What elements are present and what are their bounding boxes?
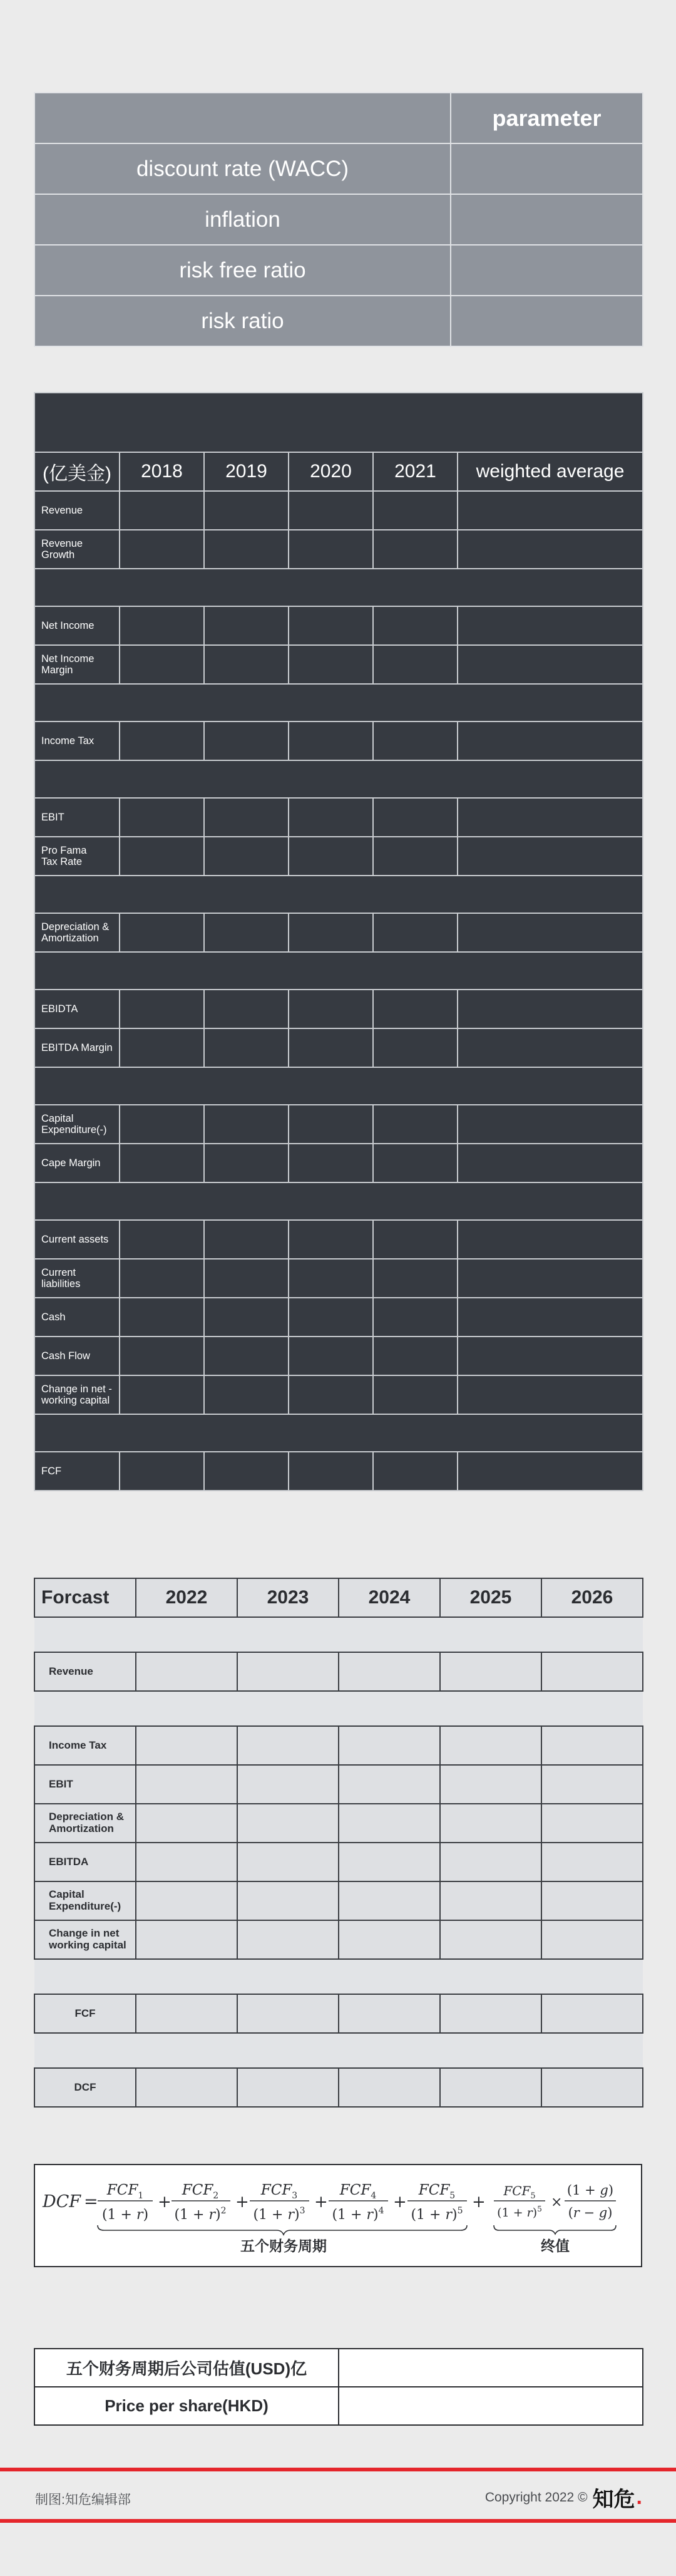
value-cell[interactable]: [289, 798, 373, 837]
value-cell[interactable]: [136, 1804, 237, 1843]
row-label: Revenue: [34, 491, 120, 530]
year-header: 2021: [373, 452, 458, 491]
value-cell[interactable]: [440, 2068, 541, 2107]
parameter-row: [34, 194, 643, 245]
value-cell[interactable]: [289, 722, 373, 760]
year-header: 2026: [541, 1578, 643, 1617]
value-cell[interactable]: [373, 1375, 458, 1414]
historical-row: [34, 1028, 643, 1067]
row-label: Cape Margin: [34, 1144, 120, 1182]
value-cell[interactable]: [373, 798, 458, 837]
forecast-row: [34, 1843, 643, 1881]
section-band: [34, 760, 643, 798]
forecast-row: [34, 2068, 643, 2107]
section-band: [34, 684, 643, 722]
section-band-cell: [34, 952, 643, 990]
valuation-table: [34, 2348, 643, 2426]
row-label: EBIT: [34, 798, 120, 837]
value-cell[interactable]: [204, 837, 289, 876]
historical-row: [34, 645, 643, 684]
value-cell[interactable]: [289, 1220, 373, 1259]
section-band-cell: [34, 760, 643, 798]
historical-row: [34, 1452, 643, 1491]
formula-lhs: DCF: [43, 2192, 81, 2211]
value-cell[interactable]: [120, 1298, 204, 1337]
historical-row: [34, 530, 643, 569]
value-cell[interactable]: [120, 722, 204, 760]
year-header: 2019: [204, 452, 289, 491]
row-label: Income Tax: [34, 722, 120, 760]
value-cell[interactable]: [136, 1994, 237, 2033]
formula-terminal-label: 终值: [541, 2238, 570, 2254]
valuation-label: Price per share(HKD): [34, 2387, 339, 2425]
value-cell[interactable]: [120, 1375, 204, 1414]
row-label: Net Income Margin: [34, 645, 120, 684]
forecast-row: [34, 1726, 643, 1765]
value-cell[interactable]: [289, 1298, 373, 1337]
historical-row: [34, 1337, 643, 1375]
value-cell[interactable]: [204, 722, 289, 760]
value-cell[interactable]: [136, 1881, 237, 1920]
value-cell[interactable]: [458, 990, 643, 1028]
value-cell[interactable]: [373, 491, 458, 530]
valuation-row: [34, 2349, 643, 2387]
row-label: Change in net working capital: [34, 1920, 136, 1959]
value-cell[interactable]: [373, 1105, 458, 1144]
value-cell[interactable]: [120, 798, 204, 837]
value-cell[interactable]: [373, 606, 458, 645]
value-cell[interactable]: [204, 1028, 289, 1067]
section-band-cell: [34, 1067, 643, 1105]
section-band-cell: [34, 1959, 643, 1994]
value-cell[interactable]: [541, 1765, 643, 1804]
valuation-label: 五个财务周期后公司估值(USD)亿: [34, 2349, 339, 2387]
footer-divider-bottom: [0, 2519, 676, 2523]
formula-numerator: $FCF_5$: [418, 2182, 456, 2201]
section-band: [34, 952, 643, 990]
value-cell[interactable]: [373, 1298, 458, 1337]
value-cell[interactable]: [237, 1804, 339, 1843]
valuation-value-cell[interactable]: [339, 2387, 643, 2425]
value-cell[interactable]: [237, 1765, 339, 1804]
parameter-header-row: [34, 93, 643, 143]
value-cell[interactable]: [458, 1220, 643, 1259]
year-header: 2025: [440, 1578, 541, 1617]
formula-plus: +: [235, 2193, 249, 2211]
parameter-value-cell[interactable]: [451, 194, 643, 245]
forecast-title: Forcast: [34, 1578, 136, 1617]
historical-table: [34, 392, 643, 1491]
formula-terminal-denominator: $(1 + r)^5$: [497, 2205, 542, 2220]
formula-denominator: (1 + r): [101, 2207, 149, 2223]
weighted-average-header: weighted average: [458, 452, 643, 491]
value-cell[interactable]: [120, 1452, 204, 1491]
value-cell[interactable]: [458, 606, 643, 645]
section-band: [34, 1067, 643, 1105]
value-cell[interactable]: [339, 1994, 440, 2033]
section-band-cell: [34, 1414, 643, 1452]
value-cell[interactable]: [458, 798, 643, 837]
value-cell[interactable]: [373, 645, 458, 684]
value-cell[interactable]: [289, 1452, 373, 1491]
historical-row: [34, 798, 643, 837]
formula-terminal-numerator: $FCF_5$: [503, 2183, 536, 2201]
value-cell[interactable]: [339, 1726, 440, 1765]
row-label: DCF: [34, 2068, 136, 2107]
value-cell[interactable]: [289, 1259, 373, 1298]
section-band-cell: [34, 684, 643, 722]
footer-credit: 制图:知危编辑部: [35, 2493, 131, 2507]
row-label: EBITDA: [34, 1843, 136, 1881]
value-cell[interactable]: [237, 1726, 339, 1765]
parameter-value-cell[interactable]: [451, 143, 643, 194]
value-cell[interactable]: [541, 1994, 643, 2033]
value-cell[interactable]: [458, 1144, 643, 1182]
value-cell[interactable]: [120, 990, 204, 1028]
value-cell[interactable]: [120, 606, 204, 645]
value-cell[interactable]: [541, 1920, 643, 1959]
dcf-formula: [34, 2164, 642, 2267]
formula-growth-numerator: (1 + g): [566, 2183, 614, 2198]
parameter-row: [34, 245, 643, 296]
value-cell[interactable]: [541, 1804, 643, 1843]
value-cell[interactable]: [136, 1920, 237, 1959]
value-cell[interactable]: [237, 1881, 339, 1920]
section-band-cell: [34, 1617, 643, 1652]
value-cell[interactable]: [204, 530, 289, 569]
parameter-label: risk free ratio: [34, 245, 451, 296]
row-label: Depreciation & Amortization: [34, 913, 120, 952]
value-cell[interactable]: [458, 837, 643, 876]
value-cell[interactable]: [373, 913, 458, 952]
formula-numerator: $FCF_2$: [182, 2182, 219, 2201]
parameter-corner-cell: [34, 93, 451, 143]
value-cell[interactable]: [458, 913, 643, 952]
forecast-row: [34, 1881, 643, 1920]
row-label: Pro Fama Tax Rate: [34, 837, 120, 876]
value-cell[interactable]: [204, 798, 289, 837]
value-cell[interactable]: [204, 1259, 289, 1298]
value-cell[interactable]: [373, 1452, 458, 1491]
value-cell[interactable]: [120, 837, 204, 876]
value-cell[interactable]: [136, 1843, 237, 1881]
row-label: Current liabilities: [34, 1259, 120, 1298]
historical-row: [34, 1105, 643, 1144]
section-band: [34, 2033, 643, 2068]
parameter-row: [34, 143, 643, 194]
section-band-cell: [34, 1691, 643, 1726]
value-cell[interactable]: [440, 1726, 541, 1765]
value-cell[interactable]: [136, 2068, 237, 2107]
value-cell[interactable]: [204, 606, 289, 645]
value-cell[interactable]: [373, 837, 458, 876]
parameter-label: risk ratio: [34, 296, 451, 346]
value-cell[interactable]: [289, 1105, 373, 1144]
value-cell[interactable]: [204, 913, 289, 952]
value-cell[interactable]: [458, 1298, 643, 1337]
forecast-row: [34, 1920, 643, 1959]
value-cell[interactable]: [237, 1920, 339, 1959]
historical-row: [34, 1220, 643, 1259]
value-cell[interactable]: [458, 1337, 643, 1375]
value-cell[interactable]: [289, 491, 373, 530]
value-cell[interactable]: [289, 1337, 373, 1375]
value-cell[interactable]: [458, 491, 643, 530]
value-cell[interactable]: [440, 1804, 541, 1843]
value-cell[interactable]: [204, 1337, 289, 1375]
value-cell[interactable]: [541, 1843, 643, 1881]
row-label: FCF: [34, 1994, 136, 2033]
value-cell[interactable]: [541, 1881, 643, 1920]
value-cell[interactable]: [204, 1105, 289, 1144]
formula-numerator: $FCF_1$: [106, 2182, 144, 2201]
value-cell[interactable]: [289, 990, 373, 1028]
value-cell[interactable]: [440, 1920, 541, 1959]
value-cell[interactable]: [440, 1843, 541, 1881]
value-cell[interactable]: [120, 1337, 204, 1375]
formula-denominator: $(1 + r)^2$: [174, 2206, 227, 2223]
value-cell[interactable]: [204, 1298, 289, 1337]
value-cell[interactable]: [339, 1920, 440, 1959]
value-cell[interactable]: [289, 606, 373, 645]
value-cell[interactable]: [204, 645, 289, 684]
value-cell[interactable]: [289, 1028, 373, 1067]
value-cell[interactable]: [204, 491, 289, 530]
section-band: [34, 393, 643, 452]
formula-times: ×: [551, 2195, 563, 2210]
year-header: 2022: [136, 1578, 237, 1617]
value-cell[interactable]: [373, 530, 458, 569]
value-cell[interactable]: [120, 645, 204, 684]
value-cell[interactable]: [120, 1144, 204, 1182]
historical-row: [34, 837, 643, 876]
value-cell[interactable]: [541, 1726, 643, 1765]
value-cell[interactable]: [440, 1652, 541, 1691]
parameter-value-cell[interactable]: [451, 245, 643, 296]
parameter-label: inflation: [34, 194, 451, 245]
historical-row: [34, 1375, 643, 1414]
section-band-cell: [34, 2033, 643, 2068]
row-label: Change in net - working capital: [34, 1375, 120, 1414]
value-cell[interactable]: [373, 1337, 458, 1375]
section-band-cell: [34, 876, 643, 913]
dcf-formula-svg: [35, 2165, 641, 2266]
row-label: Depreciation & Amortization: [34, 1804, 136, 1843]
historical-row: [34, 491, 643, 530]
footer-copyright: Copyright 2022 ©: [484, 2490, 588, 2505]
value-cell[interactable]: [458, 645, 643, 684]
value-cell[interactable]: [204, 1375, 289, 1414]
section-band-cell: [34, 569, 643, 606]
value-cell[interactable]: [204, 1452, 289, 1491]
row-label: EBITDA Margin: [34, 1028, 120, 1067]
value-cell[interactable]: [373, 1028, 458, 1067]
formula-plus: +: [472, 2193, 486, 2211]
parameter-label: discount rate (WACC): [34, 143, 451, 194]
historical-row: [34, 1298, 643, 1337]
row-label: Revenue: [34, 1652, 136, 1691]
value-cell[interactable]: [237, 2068, 339, 2107]
row-label: Revenue Growth: [34, 530, 120, 569]
value-cell[interactable]: [458, 530, 643, 569]
row-label: Current assets: [34, 1220, 120, 1259]
section-band: [34, 1182, 643, 1220]
parameter-header: parameter: [451, 93, 643, 143]
value-cell[interactable]: [339, 1765, 440, 1804]
forecast-header-row: [34, 1578, 643, 1617]
formula-plus: +: [314, 2193, 328, 2211]
forecast-row: [34, 1804, 643, 1843]
value-cell[interactable]: [541, 1652, 643, 1691]
value-cell[interactable]: [373, 1259, 458, 1298]
value-cell[interactable]: [458, 722, 643, 760]
value-cell[interactable]: [373, 1144, 458, 1182]
value-cell[interactable]: [458, 1105, 643, 1144]
row-label: Cash: [34, 1298, 120, 1337]
valuation-value-cell[interactable]: [339, 2349, 643, 2387]
forecast-table: [34, 1578, 643, 2108]
parameter-table: [34, 92, 643, 347]
row-label: Cash Flow: [34, 1337, 120, 1375]
value-cell[interactable]: [339, 2068, 440, 2107]
row-label: Net Income: [34, 606, 120, 645]
formula-period-label: 五个财务周期: [240, 2238, 327, 2254]
year-header: 2024: [339, 1578, 440, 1617]
section-band: [34, 1414, 643, 1452]
value-cell[interactable]: [136, 1652, 237, 1691]
formula-denominator: $(1 + r)^4$: [332, 2206, 384, 2223]
value-cell[interactable]: [237, 1652, 339, 1691]
logo-dot: .: [636, 2485, 642, 2509]
year-header: 2020: [289, 452, 373, 491]
historical-row: [34, 913, 643, 952]
value-cell[interactable]: [289, 530, 373, 569]
section-band: [34, 876, 643, 913]
value-cell[interactable]: [237, 1994, 339, 2033]
parameter-value-cell[interactable]: [451, 296, 643, 346]
value-cell[interactable]: [120, 1220, 204, 1259]
forecast-row: [34, 1765, 643, 1804]
value-cell[interactable]: [237, 1843, 339, 1881]
value-cell[interactable]: [289, 1375, 373, 1414]
historical-row: [34, 1259, 643, 1298]
section-band: [34, 1691, 643, 1726]
value-cell[interactable]: [440, 1881, 541, 1920]
formula-denominator: $(1 + r)^5$: [411, 2206, 463, 2223]
value-cell[interactable]: [120, 1259, 204, 1298]
year-header: 2023: [237, 1578, 339, 1617]
formula-numerator: $FCF_3$: [260, 2182, 298, 2201]
value-cell[interactable]: [136, 1765, 237, 1804]
formula-denominator: $(1 + r)^3$: [253, 2206, 305, 2223]
value-cell[interactable]: [204, 990, 289, 1028]
section-band: [34, 1959, 643, 1994]
value-cell[interactable]: [120, 491, 204, 530]
section-band-cell: [34, 393, 643, 452]
value-cell[interactable]: [373, 1220, 458, 1259]
value-cell[interactable]: [339, 1843, 440, 1881]
value-cell[interactable]: [289, 837, 373, 876]
value-cell[interactable]: [204, 1220, 289, 1259]
value-cell[interactable]: [440, 1765, 541, 1804]
unit-label: (亿美金): [34, 452, 120, 491]
footer-brand: [485, 2482, 642, 2513]
historical-row: [34, 606, 643, 645]
value-cell[interactable]: [339, 1881, 440, 1920]
row-label: EBIT: [34, 1765, 136, 1804]
value-cell[interactable]: [541, 2068, 643, 2107]
historical-row: [34, 1144, 643, 1182]
forecast-row: [34, 1652, 643, 1691]
value-cell[interactable]: [120, 1028, 204, 1067]
row-label: EBIDTA: [34, 990, 120, 1028]
row-label: Capital Expenditure(-): [34, 1881, 136, 1920]
formula-underbrace: [98, 2225, 616, 2235]
value-cell[interactable]: [458, 1375, 643, 1414]
row-label: FCF: [34, 1452, 120, 1491]
value-cell[interactable]: [373, 722, 458, 760]
historical-header-row: [34, 452, 643, 491]
historical-row: [34, 990, 643, 1028]
value-cell[interactable]: [289, 1144, 373, 1182]
valuation-row: [34, 2387, 643, 2425]
value-cell[interactable]: [339, 1804, 440, 1843]
value-cell[interactable]: [120, 913, 204, 952]
value-cell[interactable]: [136, 1726, 237, 1765]
value-cell[interactable]: [339, 1652, 440, 1691]
value-cell[interactable]: [120, 530, 204, 569]
value-cell[interactable]: [458, 1028, 643, 1067]
section-band-cell: [34, 1182, 643, 1220]
section-band: [34, 1617, 643, 1652]
formula-plus: +: [158, 2193, 172, 2211]
row-label: Capital Expenditure(-): [34, 1105, 120, 1144]
footer-divider-top: [0, 2468, 676, 2471]
section-band: [34, 569, 643, 606]
value-cell[interactable]: [458, 1452, 643, 1491]
formula-equals: =: [84, 2192, 98, 2211]
value-cell[interactable]: [204, 1144, 289, 1182]
value-cell[interactable]: [373, 990, 458, 1028]
value-cell[interactable]: [289, 645, 373, 684]
year-header: 2018: [120, 452, 204, 491]
zhiwei-logo: 知危: [592, 2488, 635, 2511]
formula-numerator: $FCF_4$: [339, 2182, 377, 2201]
historical-row: [34, 722, 643, 760]
forecast-row: [34, 1994, 643, 2033]
formula-growth-denominator: (r − g): [568, 2205, 613, 2220]
value-cell[interactable]: [120, 1105, 204, 1144]
value-cell[interactable]: [458, 1259, 643, 1298]
parameter-row: [34, 296, 643, 346]
formula-plus: +: [393, 2193, 407, 2211]
value-cell[interactable]: [289, 913, 373, 952]
row-label: Income Tax: [34, 1726, 136, 1765]
value-cell[interactable]: [440, 1994, 541, 2033]
